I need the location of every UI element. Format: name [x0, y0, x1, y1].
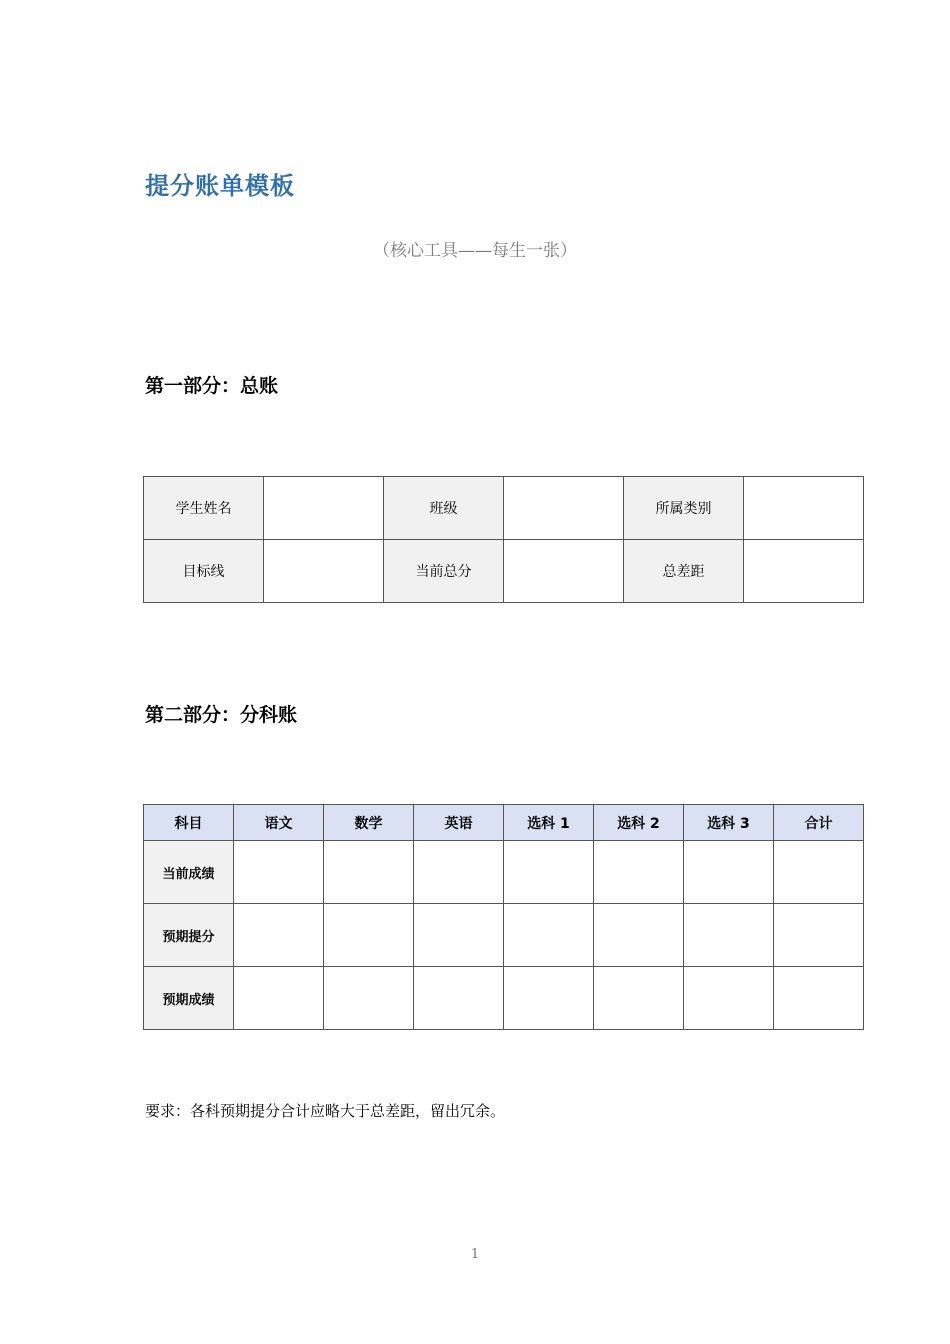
- table-cell[interactable]: [234, 841, 324, 904]
- table-cell[interactable]: [774, 904, 864, 967]
- header-subject: 科目: [144, 805, 234, 841]
- table-cell[interactable]: [774, 841, 864, 904]
- summary-row: [144, 540, 864, 603]
- row-label-expected-score: 预期成绩: [144, 967, 234, 1030]
- table-cell[interactable]: [684, 904, 774, 967]
- current-total-label: 当前总分: [384, 540, 504, 603]
- table-cell[interactable]: [324, 904, 414, 967]
- row-label-expected-gain: 预期提分: [144, 904, 234, 967]
- table-cell[interactable]: [594, 904, 684, 967]
- subject-header-row: [144, 805, 864, 841]
- total-gap-label: 总差距: [624, 540, 744, 603]
- table-cell[interactable]: [234, 904, 324, 967]
- subject-table: [143, 804, 864, 1030]
- table-cell[interactable]: [414, 904, 504, 967]
- header-english: 英语: [414, 805, 504, 841]
- table-row: [144, 904, 864, 967]
- category-cell[interactable]: [744, 477, 864, 540]
- table-cell[interactable]: [234, 967, 324, 1030]
- table-cell[interactable]: [414, 841, 504, 904]
- table-cell[interactable]: [684, 841, 774, 904]
- row-label-current-score: 当前成绩: [144, 841, 234, 904]
- header-chinese: 语文: [234, 805, 324, 841]
- table-cell[interactable]: [324, 967, 414, 1030]
- section2-heading: 第二部分：分科账: [145, 704, 298, 726]
- table-cell[interactable]: [594, 967, 684, 1030]
- table-row: [144, 841, 864, 904]
- class-label: 班级: [384, 477, 504, 540]
- table-cell[interactable]: [414, 967, 504, 1030]
- section1-heading: 第一部分：总账: [145, 375, 279, 397]
- table-cell[interactable]: [774, 967, 864, 1030]
- table-row: [144, 967, 864, 1030]
- header-elective-2: 选科 2: [594, 805, 684, 841]
- category-label: 所属类别: [624, 477, 744, 540]
- summary-row: [144, 477, 864, 540]
- header-elective-1: 选科 1: [504, 805, 594, 841]
- class-cell[interactable]: [504, 477, 624, 540]
- current-total-cell[interactable]: [504, 540, 624, 603]
- table-cell[interactable]: [504, 841, 594, 904]
- target-line-cell[interactable]: [264, 540, 384, 603]
- table-cell[interactable]: [594, 841, 684, 904]
- target-line-label: 目标线: [144, 540, 264, 603]
- table-cell[interactable]: [324, 841, 414, 904]
- page-number: 1: [470, 1247, 480, 1262]
- student-name-cell[interactable]: [264, 477, 384, 540]
- table-cell[interactable]: [684, 967, 774, 1030]
- document-subtitle: （核心工具——每生一张）: [373, 241, 577, 261]
- table-cell[interactable]: [504, 967, 594, 1030]
- document-title: 提分账单模板: [145, 172, 295, 200]
- student-name-label: 学生姓名: [144, 477, 264, 540]
- header-math: 数学: [324, 805, 414, 841]
- table-cell[interactable]: [504, 904, 594, 967]
- total-gap-cell[interactable]: [744, 540, 864, 603]
- summary-table: [143, 476, 864, 603]
- requirement-note: 要求：各科预期提分合计应略大于总差距，留出冗余。: [145, 1102, 506, 1120]
- header-total: 合计: [774, 805, 864, 841]
- header-elective-3: 选科 3: [684, 805, 774, 841]
